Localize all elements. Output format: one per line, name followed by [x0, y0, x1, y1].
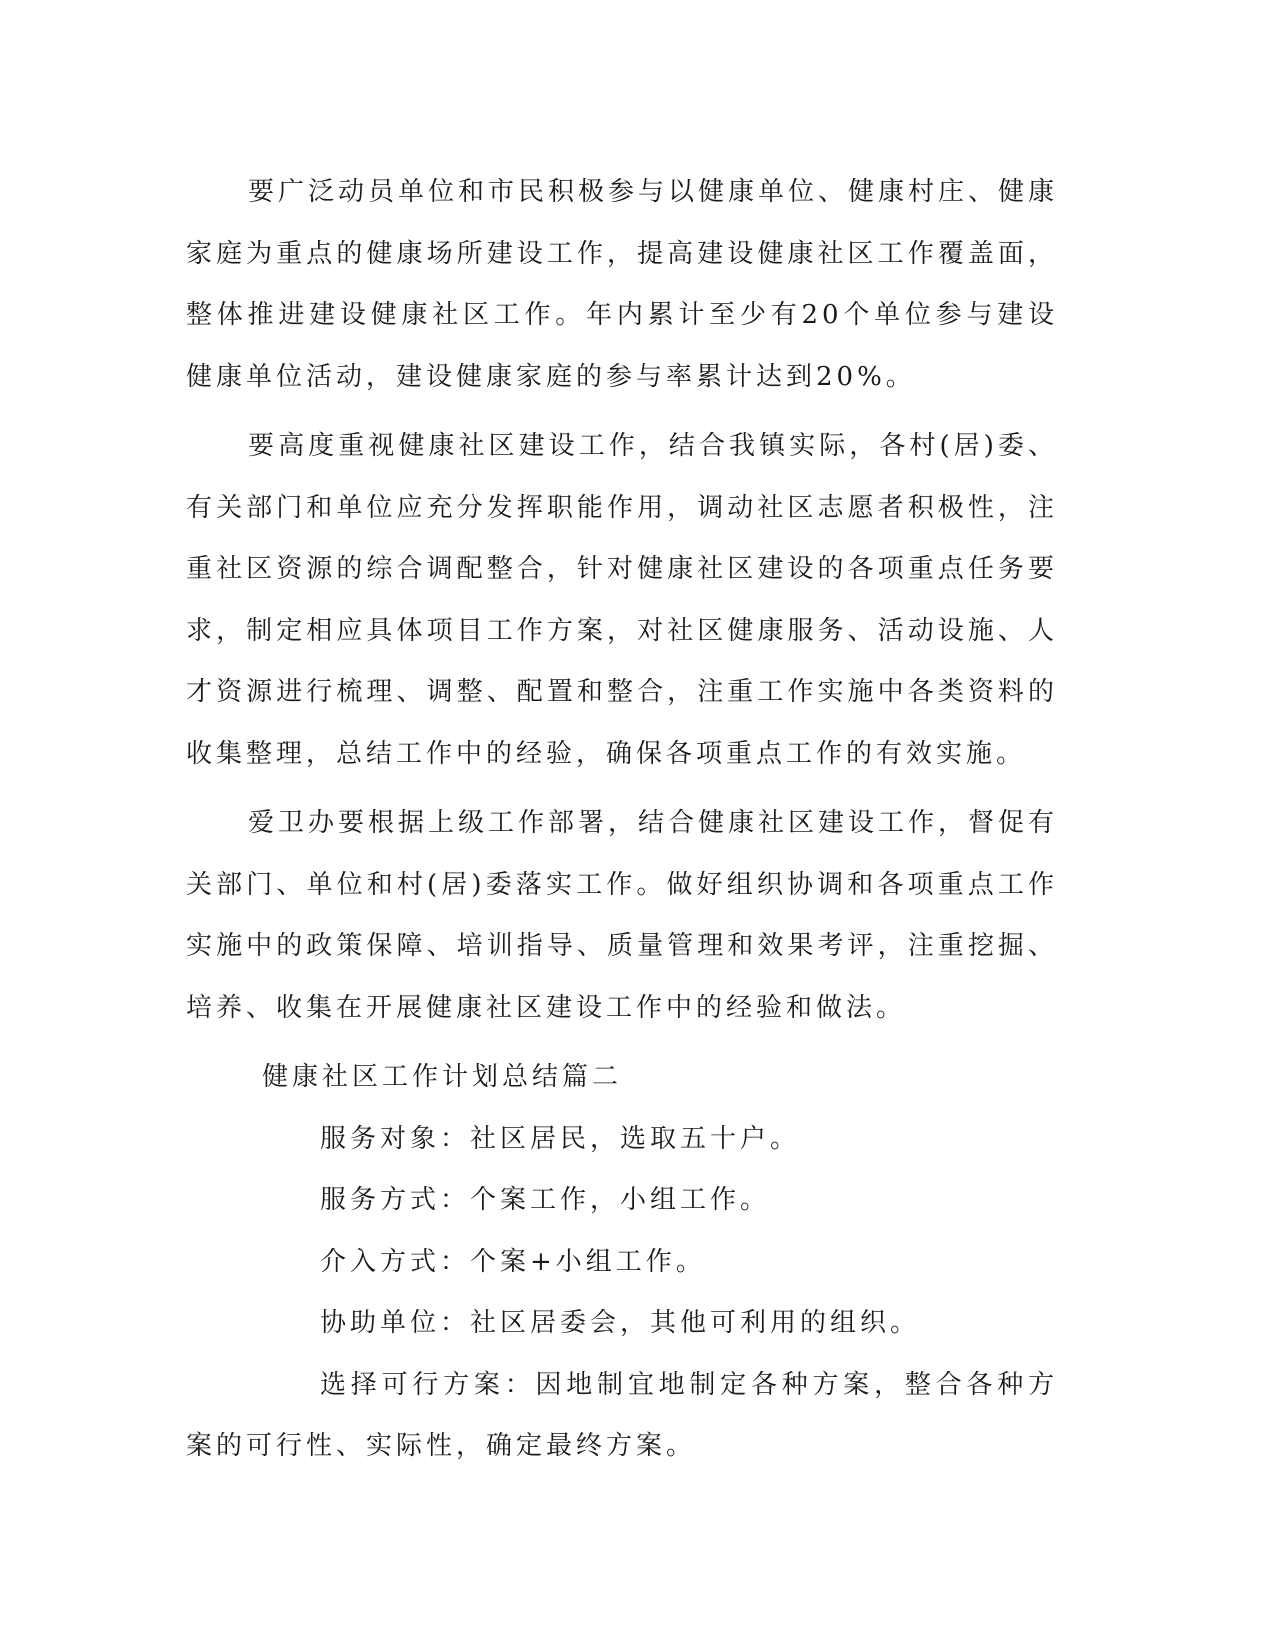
- list-item-service-target: 服务对象：社区居民，选取五十户。: [320, 1123, 801, 1154]
- paragraph-implementation: 要高度重视健康社区建设工作，结合我镇实际，各村(居)委、有关部门和单位应充分发挥职能作用，调动社区志愿者积极性，注重社区资源的综合调配整合，针对健康社区建设的各项重点任务要求，制定相应具体项目工作方案，对社区健康服务、活动设施、人才资源进行梳理、调整、配置和整合，注重工作实施中各类资料的收集整理，总结工作中的经验，确保各项重点工作的有效实施。: [186, 431, 1058, 769]
- list-item-assisting-unit: 协助单位：社区居委会，其他可利用的组织。: [320, 1308, 921, 1338]
- list-item-intervention-method: 介入方式：个案+小组工作。: [320, 1246, 706, 1277]
- document-body: [186, 162, 1058, 1478]
- paragraph-participation: 要广泛动员单位和市民积极参与以健康单位、健康村庄、健康家庭为重点的健康场所建设工作，提高建设健康社区工作覆盖面，整体推进建设健康社区工作。年内累计至少有20个单位参与建设健康单位活动，建设健康家庭的参与率累计达到20%。: [186, 177, 1059, 392]
- section-title: 健康社区工作计划总结篇二: [262, 1062, 623, 1092]
- paragraph-plan-selection: 选择可行方案：因地制宜地制定各种方案，整合各种方案的可行性、实际性，确定最终方案。: [186, 1369, 1058, 1461]
- paragraph-supervision: 爱卫办要根据上级工作部署，结合健康社区建设工作，督促有关部门、单位和村(居)委落实工作。做好组织协调和各项重点工作实施中的政策保障、培训指导、质量管理和效果考评，注重挖掘、培养、收集在开展健康社区建设工作中的经验和做法。: [186, 808, 1059, 1023]
- list-item-service-method: 服务方式：个案工作，小组工作。: [320, 1185, 771, 1215]
